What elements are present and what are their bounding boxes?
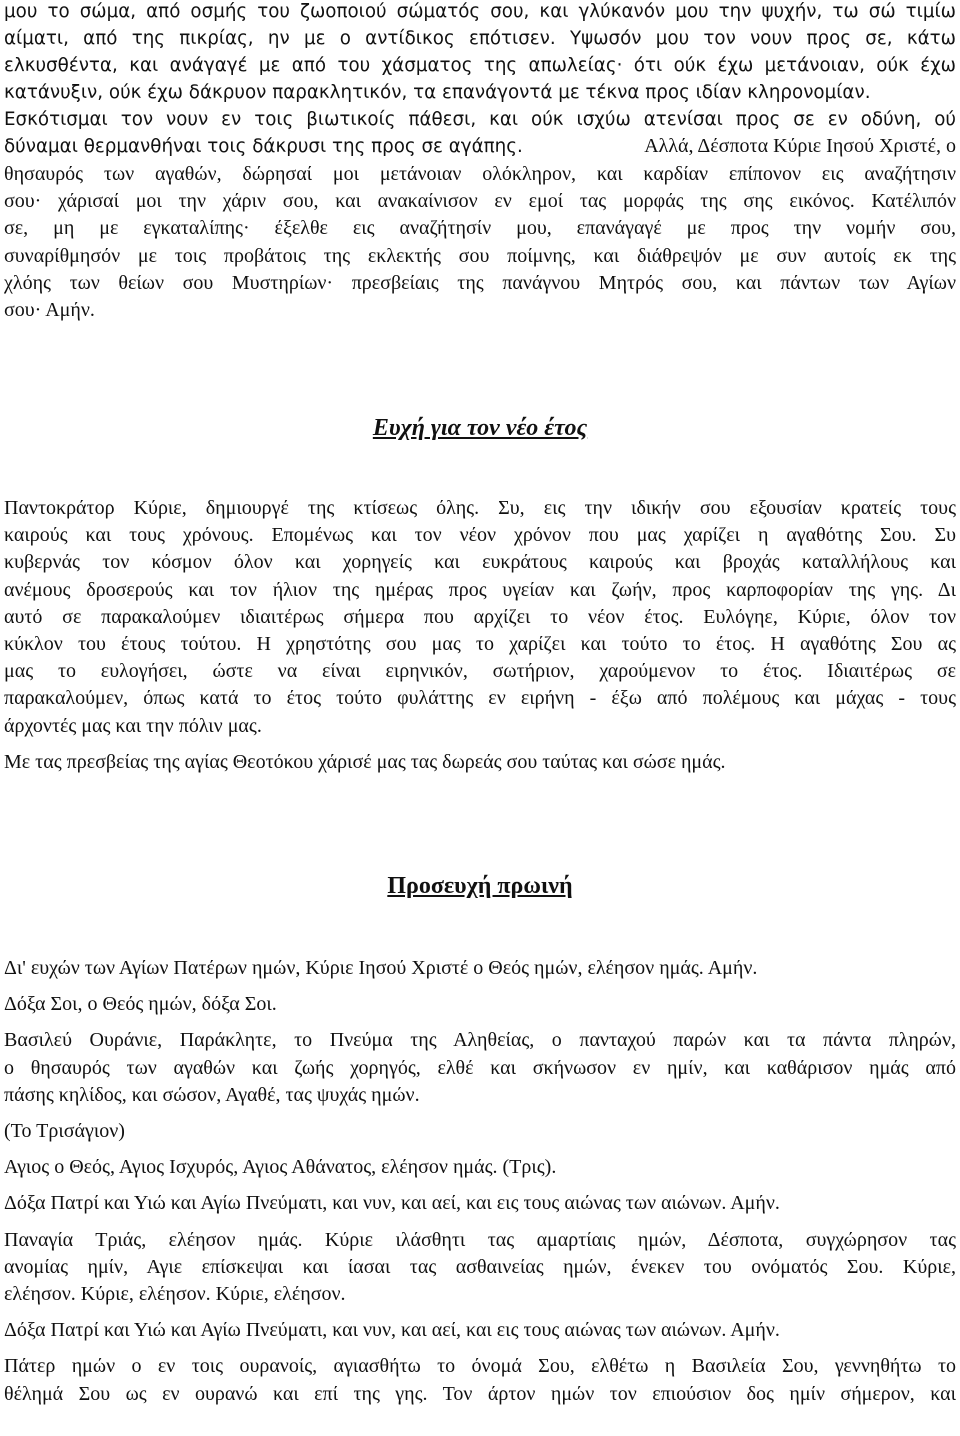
prayer-paragraph (4, 1353, 956, 1407)
text-line: θησαυρός των αγαθών, δώρησαί μοι μετάνοιαν ολόκληρον, και καρδίαν επίπονον εις αναζήτησιν (4, 163, 956, 185)
text-line: ανομίας ημίν, Αγιε επίσκεψαι και ίασαι τας ασθαινείας ημών, ένεκεν του ονόματός Σου. Κύριε, (4, 1255, 956, 1278)
text-line: σου· Αμήν. (4, 299, 95, 322)
text-line: αίματι, από της πικρίας, ην με ο αντίδικος επότισεν. Υψωσόν μου τον νουν προς σε, κάτω (4, 28, 956, 50)
text-line: Παντοκράτορ Κύριε, δημιουργέ της κτίσεως όλης. Συ, εις την ιδικήν σου εξουσίαν κρατείς τους (4, 497, 956, 519)
text-line: (Το Τρισάγιον) (4, 1120, 125, 1143)
text-line-mixed (4, 133, 956, 160)
prayer-paragraph (4, 1190, 956, 1217)
prayer-paragraph (4, 1154, 956, 1181)
prayer-paragraph (4, 1027, 956, 1109)
text-line: Βασιλεύ Ουράνιε, Παράκλητε, το Πνεύμα της Αληθείας, ο πανταχού παρών και τα πάντα πληρών, (4, 1029, 956, 1052)
text-line: μου το σώμα, από οσμής του ζωοποιού σώματός σου, και γλύκανόν μου την ψυχήν, τω σώ τιμίω (4, 1, 956, 22)
text-line: σε, μη με εγκαταλίπης· έξελθε εις αναζήτησίν μου, επανάγαγέ με προς την νομήν σου, (4, 217, 956, 240)
text-line: Πάτερ ημών ο εν τοις ουρανοίς, αγιασθήτω το όνομά Σου, ελθέτω η Βασιλεία Σου, γεννηθήτω το (4, 1355, 956, 1378)
text-fragment: Αλλά, Δέσποτα Κύριε Ιησού Χριστέ, ο (644, 135, 956, 158)
text-fragment: δύναμαι θερμανθήναι τοις δάκρυσι της προς σε αγάπης. (4, 136, 523, 158)
text-line: Εσκότισμαι τον νουν εν τοις βιωτικοίς πάθεσι, και ούκ ισχύω ατενίσαι προς σε εν οδύνη, ού (4, 109, 956, 131)
text-line: Με τας πρεσβείας της αγίας Θεοτόκου χάρισέ μας τας δωρεάς σου ταύτας και σώσε ημάς. (4, 750, 726, 773)
text-line: Αγιος ο Θεός, Αγιος Ισχυρός, Αγιος Αθάνατος, ελέησον ημάς. (Τρις). (4, 1156, 557, 1179)
text-line: πάσης κηλίδος, και σώσον, Αγαθέ, τας ψυχάς ημών. (4, 1083, 420, 1106)
text-line: αυτό σε παρακαλούμεν ιδιαιτέρως σήμερα που αρχίζει το νέον έτος. Ευλόγηε, Κύριε, όλον τον (4, 605, 956, 628)
text-line: ελκυσθέντα, και ανάγαγέ με από του χάσματος της απωλείας· ότι ούκ έχω μετάνοιαν, ούκ έχω (4, 55, 956, 77)
text-line: συναρίθμησόν με τοις προβάτοις της εκλεκτής σου ποίμνης, και διάθρεψόν με συν αυτοίς εκ της (4, 244, 956, 267)
section-title-morning-prayer: Προσευχή πρωινή (387, 873, 573, 899)
section-title-new-year: Ευχή για τον νέο έτος (372, 415, 588, 441)
text-line: ανέμους δροσερούς και τον ήλιον της ημέρας προς υγείαν και ζωήν, προς καρποφορίαν της γης. Δι (4, 578, 956, 601)
text-line: μας το ευλογήσει, ώστε να είναι ειρηνικόν, σωτήριον, χαρούμενον το έτος. Ιδιαιτέρως σε (4, 660, 956, 683)
prayer-paragraph (4, 1227, 956, 1309)
text-line: σου· χάρισαί μοι την χάριν σου, και ανακαίνισον εν εμοί τας μορφάς της σης εικόνος. Κατέλιπόν (4, 190, 956, 213)
text-line: Δι' ευχών των Αγίων Πατέρων ημών, Κύριε Ιησού Χριστέ ο Θεός ημών, ελέησον ημάς. Αμήν. (4, 957, 758, 979)
new-year-prayer (4, 495, 956, 776)
text-line: παρακαλούμεν, όπως κατά το έτος τούτο φυλάττης εν ειρήνη - έξω από πολέμους και μάχας - τους (4, 687, 956, 710)
prayer-paragraph (4, 955, 956, 982)
text-line: θέλημά Σου ως εν ουρανώ και επί της γης. Τον άρτον ημών τον επιούσιον δος ημίν σήμερον, και (4, 1382, 956, 1405)
text-line: Παναγία Τριάς, ελέησον ημάς. Κύριε ιλάσθητι τας αμαρτίαις ημών, Δέσποτα, συγχώρησον τας (4, 1228, 956, 1251)
intro-continuation (4, 161, 956, 324)
text-line: Δόξα Πατρί και Υιώ και Αγίω Πνεύματι, και νυν, και αεί, και εις τους αιώνας των αιώνων. Αμήν. (4, 1192, 780, 1215)
morning-prayer (4, 955, 956, 1417)
text-line: Δόξα Πατρί και Υιώ και Αγίω Πνεύματι, και νυν, και αεί, και εις τους αιώνας των αιώνων. Αμήν. (4, 1319, 780, 1342)
text-line: άρχοντές μας και την πόλιν μας. (4, 714, 262, 737)
prayer-paragraph (4, 1118, 956, 1145)
text-line: Δόξα Σοι, ο Θεός ημών, δόξα Σοι. (4, 993, 277, 1016)
prayer-paragraph (4, 991, 956, 1018)
text-line: κατάνυξιν, ούκ έχω δάκρυον παρακλητικόν, τα επανάγοντά με τέκνα προς ιδίαν κληρονομίαν. (4, 82, 871, 104)
intro-paragraph (4, 0, 956, 161)
text-line: καιρούς και τους χρόνους. Επομένως και τον νέον χρόνον που μας χαρίζει η αγαθότης Σου. Συ (4, 524, 956, 547)
text-line: ελέησον. Κύριε, ελέησον. Κύριε, ελέησον. (4, 1283, 346, 1306)
prayer-paragraph (4, 1317, 956, 1344)
text-line: ο θησαυρός των αγαθών και ζωής χορηγός, ελθέ και σκήνωσον εν ημίν, και καθάρισον ημάς από (4, 1056, 956, 1079)
text-line: χλόης των θείων σου Μυστηρίων· πρεσβείαις της πανάγνου Μητρός σου, και πάντων των Αγίων (4, 271, 956, 294)
text-line: κύκλον του έτους τούτου. Η χρηστότης σου μας το χαρίζει και τούτο το έτος. Η αγαθότης Σου ας (4, 633, 956, 656)
text-line: κυβερνάς τον κόσμον όλον και χορηγείς και ευκράτους καιρούς και βροχάς καταλλήλους και (4, 551, 956, 574)
